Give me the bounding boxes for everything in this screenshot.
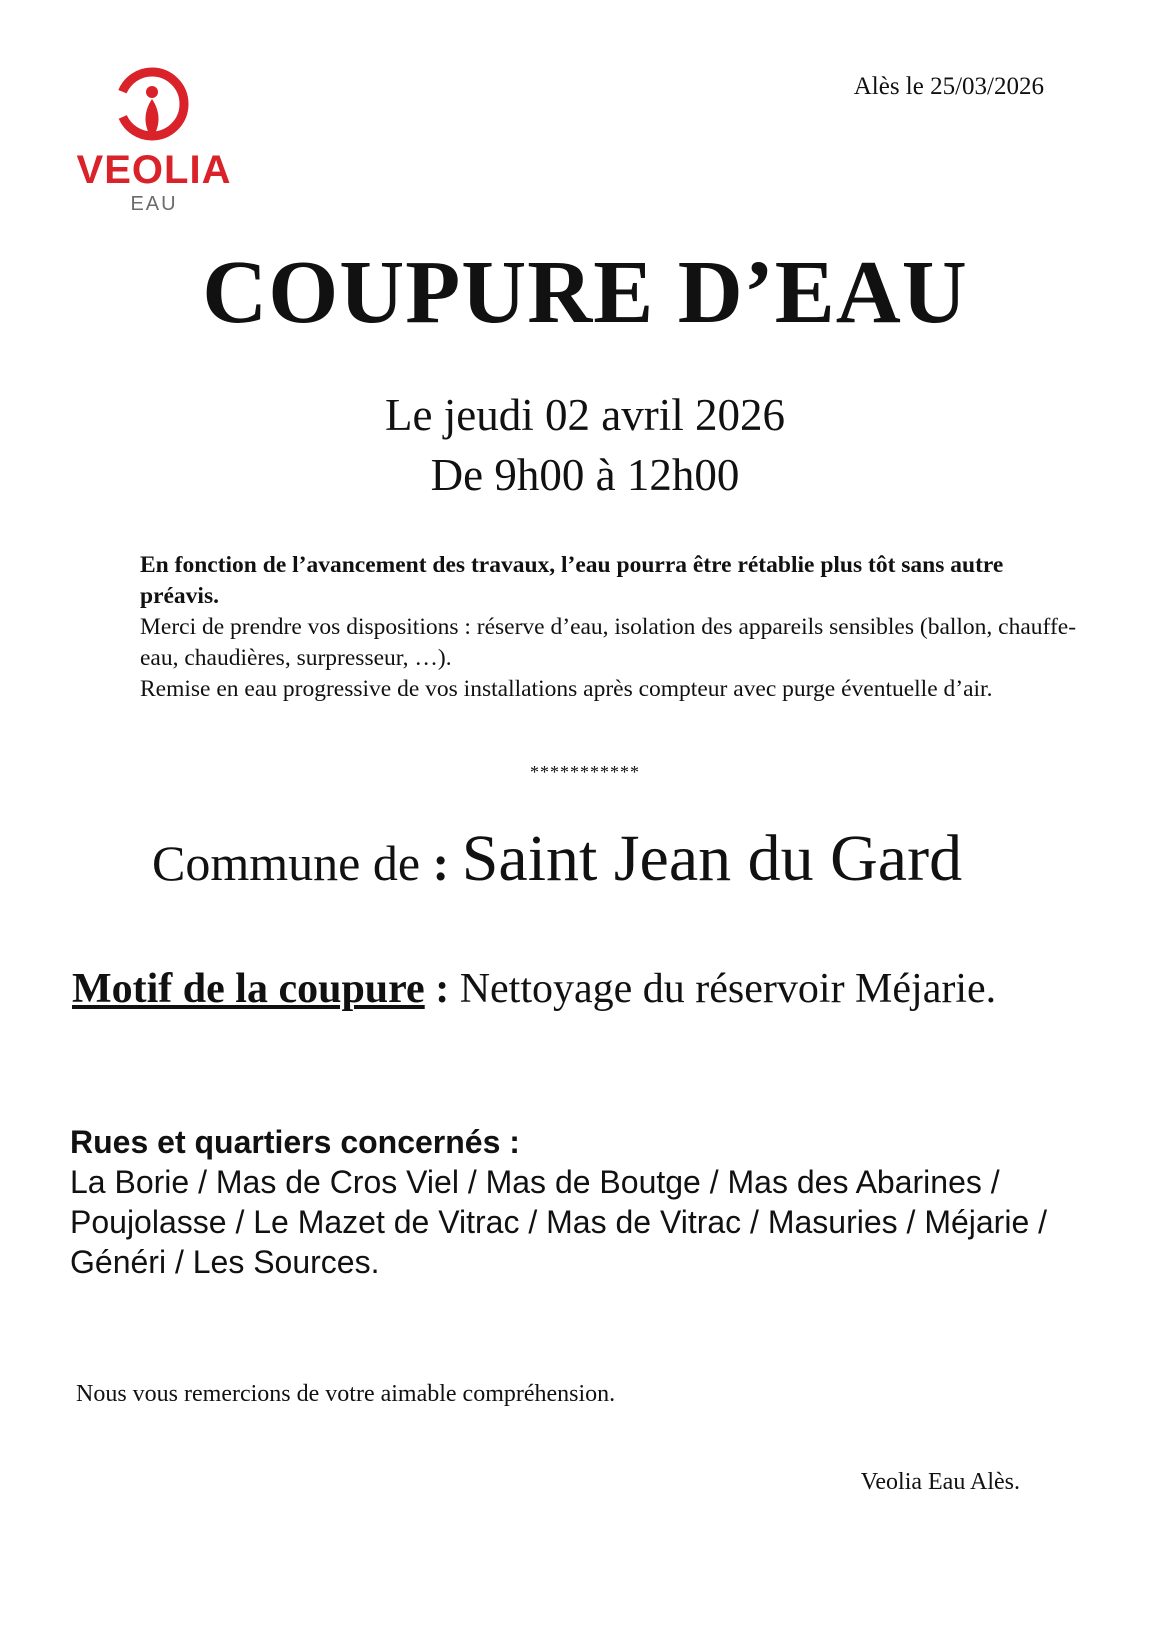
notice-restore: Remise en eau progressive de vos installations après compteur avec purge éventuelle d’air.: [140, 676, 993, 702]
streets-block: [70, 1122, 1130, 1282]
signature: Veolia Eau Alès.: [860, 1469, 1020, 1495]
streets-list: La Borie / Mas de Cros Viel / Mas de Boutge / Mas des Abarines / Poujolasse / Le Mazet de Vitrac / Mas de Vitrac / Masuries / Méjarie / Généri / Les Sources.: [70, 1164, 1048, 1280]
logo-brand: VEOLIA: [76, 148, 232, 192]
commune-name: Saint Jean du Gard: [461, 822, 963, 895]
outage-hours: De 9h00 à 12h00: [430, 450, 740, 500]
outage-schedule: [0, 385, 1170, 505]
commune-label: Commune de: [152, 835, 433, 891]
notice-block: [140, 550, 1080, 705]
separator: ***********: [530, 762, 640, 782]
motif-colon: :: [424, 966, 460, 1012]
thanks-line: Nous vous remercions de votre aimable compréhension.: [76, 1381, 616, 1407]
motif-label: Motif de la coupure: [72, 966, 425, 1012]
outage-date: Le jeudi 02 avril 2026: [385, 390, 785, 440]
motif-line: [72, 968, 996, 1010]
logo-sub: EAU: [130, 193, 178, 215]
motif-text: Nettoyage du réservoir Méjarie.: [459, 966, 997, 1012]
commune-colon: :: [432, 835, 462, 891]
date-line: Alès le 25/03/2026: [853, 73, 1044, 100]
veolia-drop-icon: [112, 64, 192, 144]
veolia-logo: [64, 64, 244, 224]
notice-advice: Merci de prendre vos dispositions : réserve d’eau, isolation des appareils sensibles (ballon, chauffe-eau, chaudières, surpresseur, …).: [140, 614, 1077, 671]
commune-line: [152, 822, 963, 895]
streets-heading: Rues et quartiers concernés :: [70, 1124, 520, 1160]
page-title: COUPURE D’EAU: [202, 243, 968, 342]
notice-warning: En fonction de l’avancement des travaux, l’eau pourra être rétablie plus tôt sans autre préavis.: [140, 552, 1004, 609]
